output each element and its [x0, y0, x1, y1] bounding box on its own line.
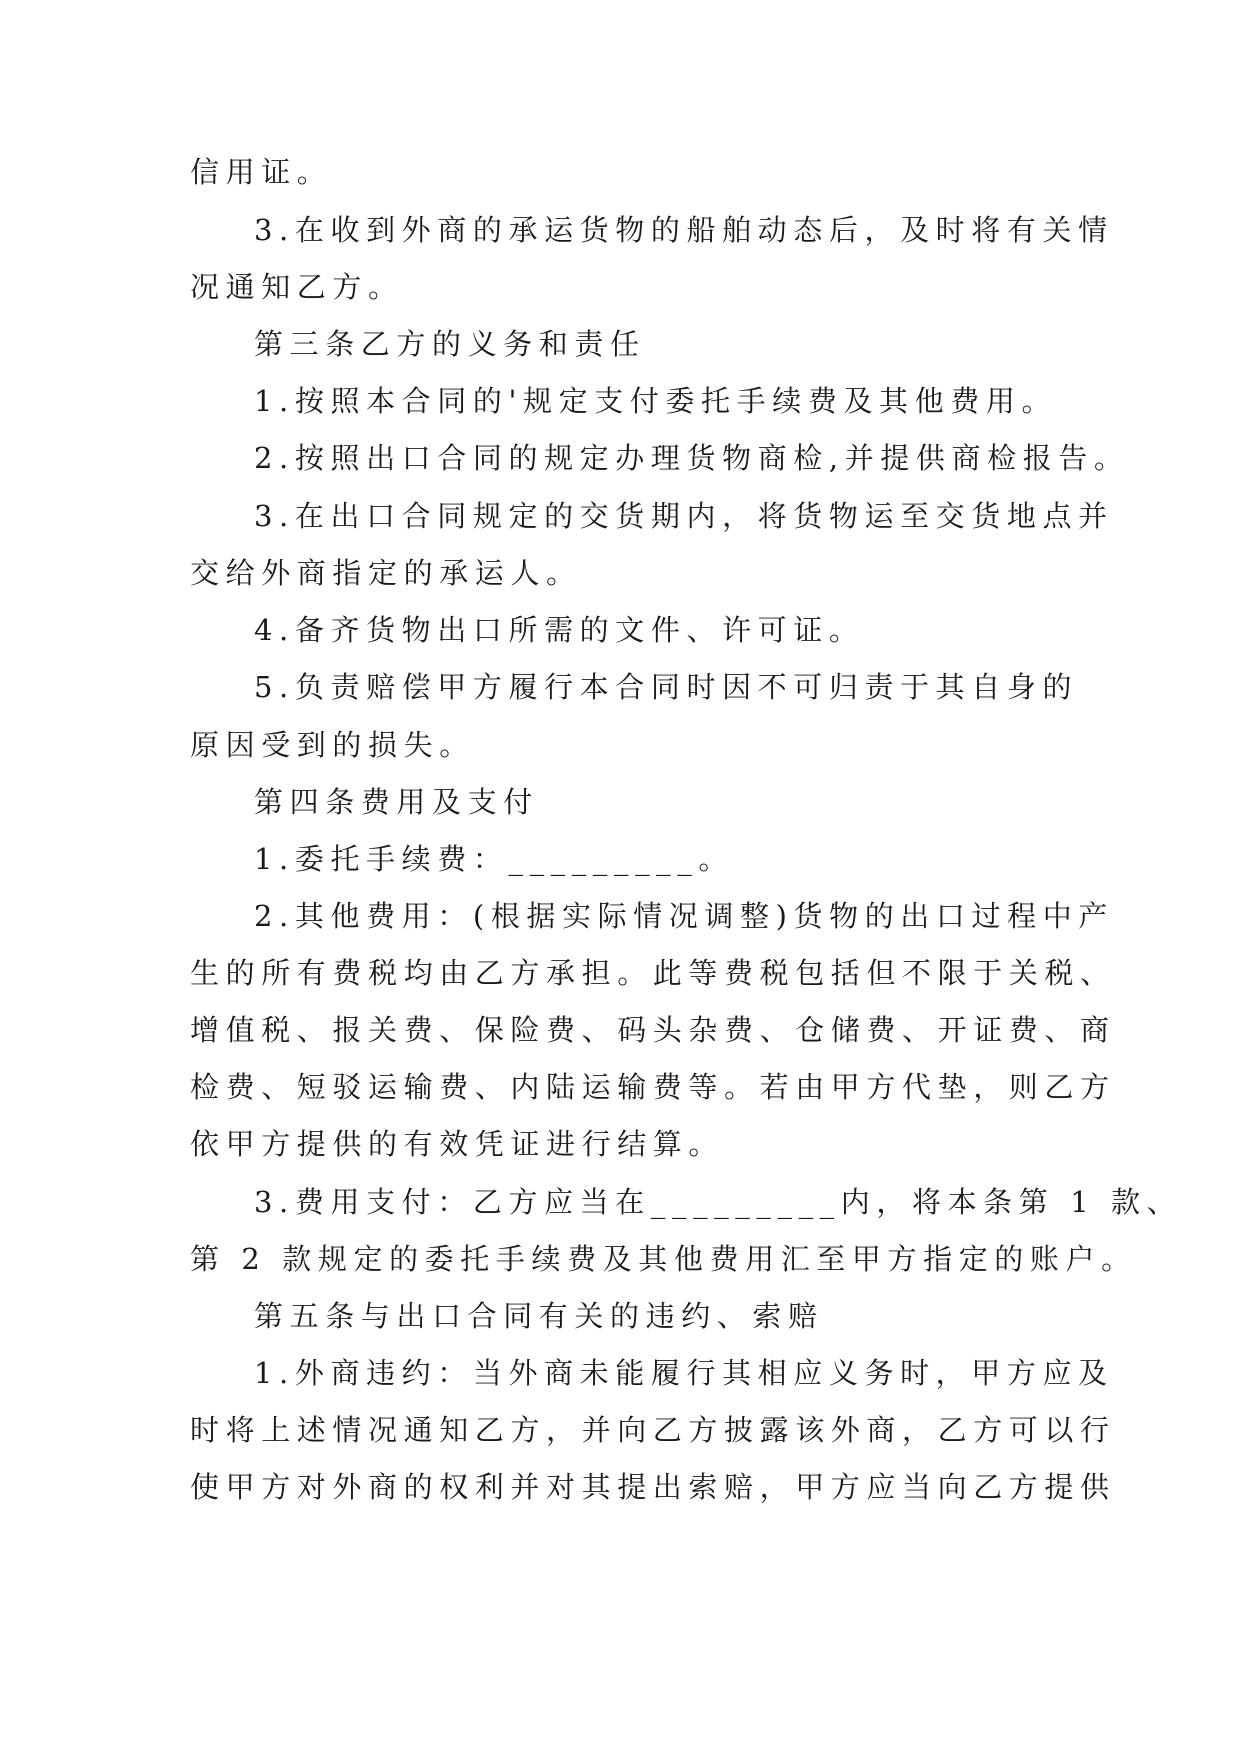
text-line: 生的所有费税均由乙方承担。此等费税包括但不限于关税、 — [190, 956, 1116, 990]
text-line: 第 2 款规定的委托手续费及其他费用汇至甲方指定的账户。 — [190, 1242, 1137, 1276]
text-line: 1.按照本合同的'规定支付委托手续费及其他费用。 — [254, 384, 1058, 418]
text-line: 2.其他费用：(根据实际情况调整)货物的出口过程中产 — [254, 899, 1114, 933]
text-line: 信用证。 — [190, 155, 333, 189]
section-heading: 第三条乙方的义务和责任 — [254, 327, 646, 361]
text-line: 原因受到的损失。 — [190, 728, 475, 762]
section-heading: 第四条费用及支付 — [254, 785, 539, 819]
text-line: 时将上述情况通知乙方，并向乙方披露该外商，乙方可以行 — [190, 1413, 1116, 1447]
text-line: 况通知乙方。 — [190, 270, 404, 304]
text-line: 依甲方提供的有效凭证进行结算。 — [190, 1127, 725, 1161]
text-line: 1.委托手续费：_________。 — [254, 842, 734, 876]
text-line: 使甲方对外商的权利并对其提出索赔，甲方应当向乙方提供 — [190, 1470, 1116, 1504]
text-line: 增值税、报关费、保险费、码头杂费、仓储费、开证费、商 — [190, 1013, 1116, 1047]
section-heading: 第五条与出口合同有关的违约、索赔 — [254, 1299, 824, 1333]
text-line: 1.外商违约：当外商未能履行其相应义务时，甲方应及 — [254, 1356, 1114, 1390]
text-line: 2.按照出口合同的规定办理货物商检,并提供商检报告。 — [254, 441, 1130, 475]
text-line: 交给外商指定的承运人。 — [190, 556, 582, 590]
text-line: 3.在收到外商的承运货物的船舶动态后，及时将有关情 — [254, 213, 1114, 247]
text-line: 检费、短驳运输费、内陆运输费等。若由甲方代垫，则乙方 — [190, 1070, 1116, 1104]
text-line: 5.负责赔偿甲方履行本合同时因不可归责于其自身的 — [254, 670, 1079, 704]
text-line: 3.费用支付：乙方应当在_________内，将本条第 1 款、 — [254, 1185, 1183, 1219]
text-line: 3.在出口合同规定的交货期内，将货物运至交货地点并 — [254, 499, 1114, 533]
text-line: 4.备齐货物出口所需的文件、许可证。 — [254, 613, 865, 647]
